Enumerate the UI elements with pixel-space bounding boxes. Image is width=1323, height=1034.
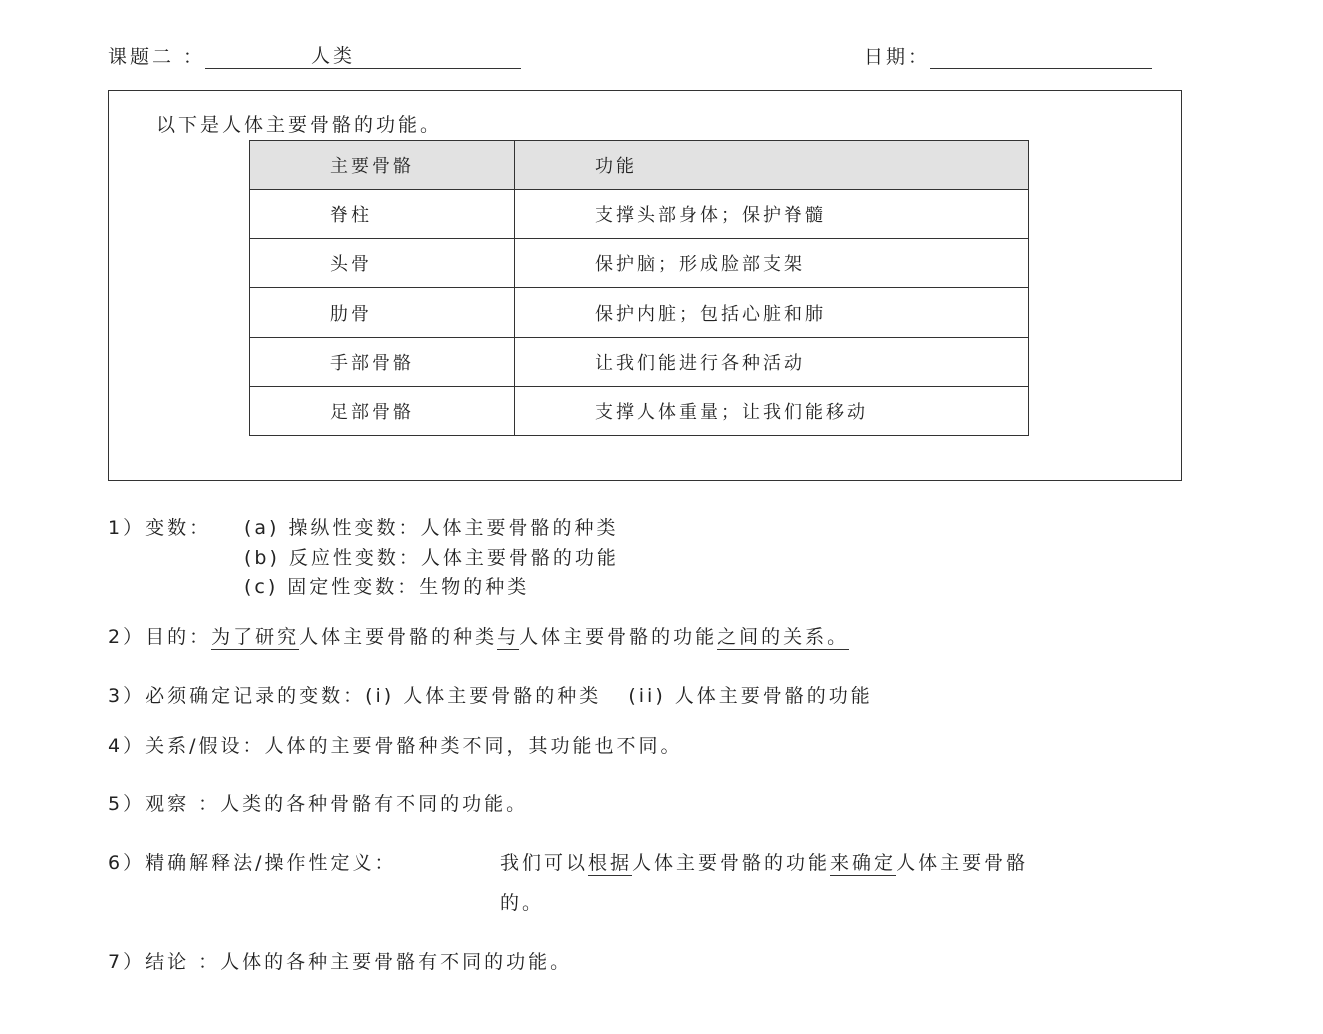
header-bone: 主要骨骼 — [250, 141, 515, 190]
item-6-part-5: 人体主要骨骼 — [896, 852, 1029, 874]
item-2-part-2: 人体主要骨骼的种类 — [299, 626, 498, 648]
table-row — [250, 190, 1029, 239]
intro-text: 以下是人体主要骨骼的功能。 — [156, 114, 443, 136]
topic-field[interactable] — [205, 46, 521, 69]
item-2-part-3: 与 — [497, 626, 520, 648]
item-1-a: (a) 操纵性变数：人体主要骨骼的种类 — [244, 517, 619, 539]
date-header — [864, 42, 1152, 69]
function-cell: 让我们能进行各种活动 — [515, 337, 1029, 386]
item-7: 7）结论 ：人体的各种主要骨骼有不同的功能。 — [108, 951, 573, 973]
item-6-part-3: 人体主要骨骼的功能 — [632, 852, 831, 874]
table-row — [250, 386, 1029, 435]
item-2-label: 2）目的： — [108, 626, 212, 648]
bone-cell: 头骨 — [250, 239, 515, 288]
function-cell: 保护脑；形成脸部支架 — [515, 239, 1029, 288]
item-1-b: (b) 反应性变数：人体主要骨骼的功能 — [244, 547, 619, 569]
table-row — [250, 239, 1029, 288]
item-6-part-6: 的。 — [500, 892, 545, 914]
function-cell: 支撑头部身体；保护脊髓 — [515, 190, 1029, 239]
item-2-part-5: 之间的关系。 — [717, 626, 850, 648]
item-1-label: 1）变数： — [108, 517, 212, 539]
item-6-label: 6）精确解释法/操作性定义： — [108, 852, 397, 874]
item-5: 5）观察 ：人类的各种骨骼有不同的功能。 — [108, 793, 529, 815]
item-1-c: (c) 固定性变数：生物的种类 — [244, 576, 530, 598]
bone-cell: 足部骨骼 — [250, 386, 515, 435]
date-label: 日期： — [864, 46, 931, 68]
bone-cell: 手部骨骼 — [250, 337, 515, 386]
item-6-part-2: 根据 — [588, 852, 633, 874]
header-function: 功能 — [515, 141, 1029, 190]
table-header-row — [250, 141, 1029, 190]
date-field[interactable] — [930, 46, 1152, 69]
bones-table — [249, 140, 1029, 436]
item-2-part-1: 为了研究 — [211, 626, 300, 648]
item-6-part-4: 来确定 — [830, 852, 897, 874]
item-4: 4）关系/假设：人体的主要骨骼种类不同，其功能也不同。 — [108, 735, 683, 757]
item-2-part-4: 人体主要骨骼的功能 — [519, 626, 718, 648]
function-cell: 支撑人体重量；让我们能移动 — [515, 386, 1029, 435]
bone-cell: 脊柱 — [250, 190, 515, 239]
item-6 — [500, 848, 1028, 875]
topic-label: 课题二 ： — [108, 46, 206, 68]
table-row — [250, 337, 1029, 386]
topic-value: 人类 — [311, 45, 356, 67]
topic-header — [108, 42, 521, 69]
item-6-part-1: 我们可以 — [500, 852, 589, 874]
item-3: 3）必须确定记录的变数：(i) 人体主要骨骼的种类 (ii) 人体主要骨骼的功能 — [108, 685, 873, 707]
table-row — [250, 288, 1029, 337]
function-cell: 保护内脏；包括心脏和肺 — [515, 288, 1029, 337]
bone-cell: 肋骨 — [250, 288, 515, 337]
item-2 — [108, 622, 849, 649]
